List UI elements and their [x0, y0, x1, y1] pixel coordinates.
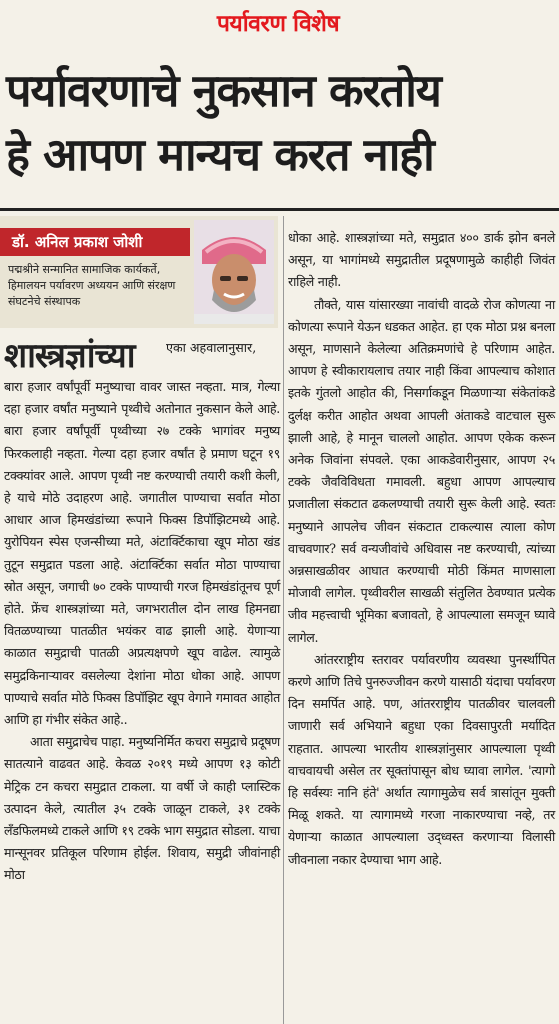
author-name: डॉ. अनिल प्रकाश जोशी [0, 228, 190, 256]
column-divider [283, 216, 284, 1024]
headline-line-2: हे आपण मान्यच करत नाही [6, 128, 434, 181]
author-photo [194, 220, 274, 324]
section-banner: पर्यावरण विशेष [216, 11, 340, 37]
paragraph: बारा हजार वर्षांपूर्वी मनुष्याचा वावर जास्त नव्हता. मात्र, गेल्या दहा हजार वर्षांत मनुष्याने पृथ्वीचे अतोनात नुकसान केले आहे. बारा हजार वर्षांपूर्वी पृथ्वीच्या २७ टक्के भागांवर मनुष्य फिरकलाही नव्हता. गेल्या दहा हजार वर्षांत हे प्रमाण घटून १९ टक्क्यांवर आले. आपण पृथ्वी नष्ट करण्याची तयारी कशी केली, हे याचे मोठे उदाहरण आहे. जगातील पाण्याचा सर्वात मोठा आधार आज हिमखंडांच्या रूपाने फिक्स डिपॉझिटमध्ये आहे. युरोपियन स्पेस एजन्सीच्या मते, अंटार्क्टिकाचा खूप मोठा खंड तुटून समुद्रात पडला आहे. अंटार्क्टिका सर्वात मोठा पाण्याचा स्रोत असून, जगाची ७० टक्के पाण्याची गरज हिमखंडांतूनच पूर्ण होते. फ्रेंच शास्त्रज्ञांच्या मते, जगभरातील दोन लाख हिमनद्या वितळण्याच्या पातळीत भयंकर वाढ झाली आहे. येणाऱ्या काळात समुद्राची पातळी अप्रत्यक्षपणे खूप वाढेल. त्यामुळे समुद्रकिनाऱ्यावर वसलेल्या देशांना मोठा धोका आहे. आपण पाण्याचे सर्वात मोठे फिक्स डिपॉझिट खूप वेगाने गमावत आहोत आणि हा गंभीर संकेत आहे.. [4, 379, 280, 728]
paragraph: धोका आहे. शास्त्रज्ञांच्या मते, समुद्रात ४०० डार्क झोन बनले असून, या भागांमध्ये समुद्रातील प्रदूषणामुळे काहीही जिवंत राहिले नाही. [288, 230, 555, 290]
drop-word: शास्त्रज्ञांच्या [4, 336, 135, 376]
article-column-right [288, 227, 555, 871]
drop-continuation: एका अहवालानुसार, [166, 340, 257, 355]
paragraph: आंतरराष्ट्रीय स्तरावर पर्यावरणीय व्यवस्था पुनर्स्थापित करणे आणि तिचे पुनरुज्जीवन करणे यासाठी यंदाचा पर्यावरण दिन समर्पित आहे. पण, आंतरराष्ट्रीय पातळीवर चालवली जाणारी सर्व अभियाने बहुधा एका दिवसापुरती मर्यादित राहतात. आपल्या भारतीय शास्त्रज्ञांनुसार आपल्याला पृथ्वी वाचवायची असेल तर सूक्तांपासून बोध घ्यावा लागेल. 'त्यागो हि सर्वस्यः नानि हंते' अर्थात त्यागामुळेच सर्व त्रासांतून मुक्ती मिळू शकते. या त्यागामध्ये गरजा नाकारण्याचा नव्हे, तर येणाऱ्या काळात आपल्याला उद्ध्वस्त करणाऱ्या विलासी जीवनाला नकार देण्याचा भाग आहे. [288, 651, 555, 867]
headline-line-1: पर्यावरणाचे नुकसान करतोय [6, 64, 441, 117]
paragraph: आता समुद्राचेच पाहा. मनुष्यनिर्मित कचरा समुद्राचे प्रदूषण सातत्याने वाढवत आहे. केवळ २०१९ मध्ये आपण १३ कोटी मेट्रिक टन कचरा समुद्रात टाकला. या वर्षी जे काही प्लास्टिक उत्पादन केले, त्यातील ३५ टक्के जाळून टाकले, ३१ टक्के लँडफिलमध्ये टाकले आणि १९ टक्के भाग समुद्रात सोडला. याचा मान्सूनवर प्रतिकूल परिणाम होईल. शिवाय, समुद्री जीवांनाही मोठा [4, 734, 280, 883]
paragraph: तौक्ते, यास यांसारख्या नावांची वादळे रोज कोणत्या ना कोणत्या रूपाने येऊन धडकत आहेत. हा एक मोठा प्रश्न बनला असून, माणसाने केलेल्या अतिक्रमणांचे हे परिणाम आहेत. आपण हे स्वीकारायलाच तयार नाही किंवा आपल्याच कोशात इतके गुंतलो आहोत की, निसर्गाकडून मिळणाऱ्या संकेतांकडे दुर्लक्ष करीत आहोत अथवा आपली अंताकडे वाटचाल सुरू झाली आहे, हे मानून चाललो आहोत. आपण एकेक करून अनेक जिवांना संपवले. एका आकडेवारीनुसार, आपण २५ टक्के जैवविविधता गमावली. बहुधा आपण आपल्याच प्रजातीला संकटात ढकलण्याची तयारी सुरू केली आहे. स्वतः मनुष्याने आपलेच जीवन संकटात टाकल्यास त्याला कोण वाचवणार? सर्व वन्यजीवांचे अधिवास नष्ट करण्याची, त्यांच्या अन्नसाखळीवर आघात करण्याची मोठी किंमत माणसाला मोजावी लागेल. पृथ्वीवरील साखळी संतुलित ठेवण्यात प्रत्येक जीव महत्त्वाची भूमिका बजावतो, हे आपल्याला समजून घ्यावे लागेल. [288, 296, 555, 645]
headline-rule [0, 208, 559, 211]
article-column-left [4, 376, 280, 887]
author-description: पद्मश्रीने सन्मानित सामाजिक कार्यकर्ते, हिमालयन पर्यावरण अध्ययन आणि संरक्षण संघटनेचे संस्थापक [8, 263, 176, 308]
